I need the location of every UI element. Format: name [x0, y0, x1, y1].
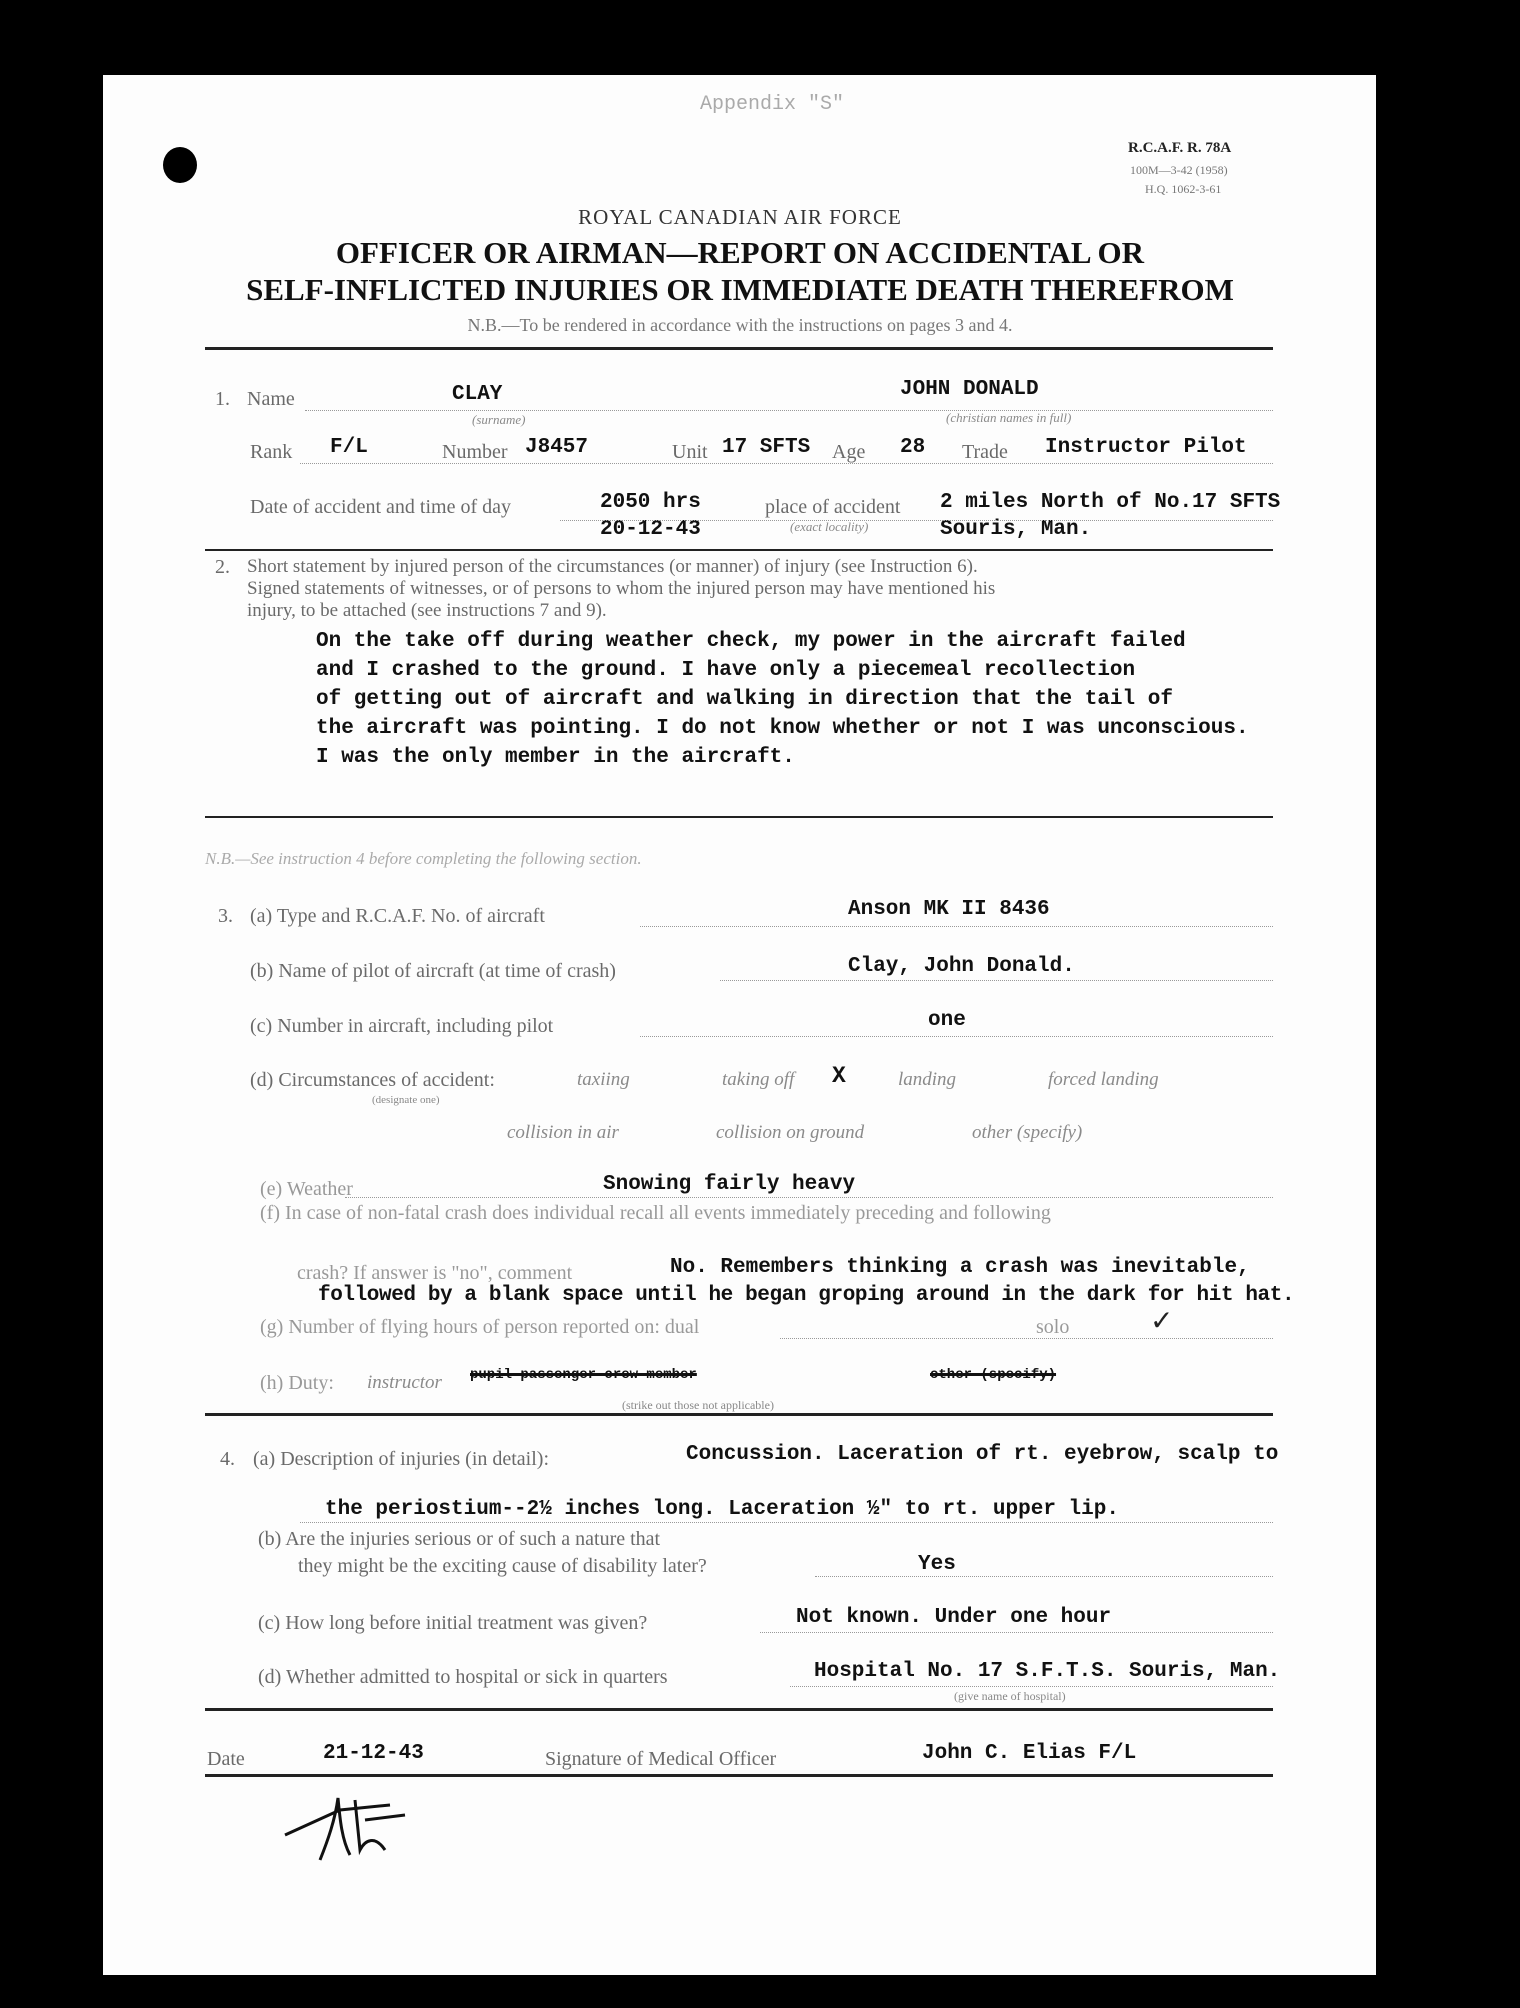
- weather-label: (e) Weather: [260, 1178, 353, 1200]
- circumstances-label: (d) Circumstances of accident:: [250, 1069, 495, 1091]
- form-code: R.C.A.F. R. 78A: [1128, 140, 1232, 156]
- header-rule: [205, 347, 1273, 350]
- aircraft-dotted: [640, 926, 1273, 927]
- serious-dotted: [815, 1576, 1273, 1577]
- section3-number: 3.: [218, 905, 233, 927]
- serious-value: Yes: [918, 1553, 956, 1576]
- section2-instr1: Short statement by injured person of the circumstances (or manner) of injury (see Instruction 6).: [247, 556, 978, 577]
- footer-rule: [205, 1774, 1273, 1777]
- duty-instructor: instructor: [367, 1372, 442, 1393]
- footer-date-value: 21-12-43: [323, 1742, 424, 1765]
- recall-label1: (f) In case of non-fatal crash does individual recall all events immediately preceding and following: [260, 1202, 1051, 1224]
- weather-value: Snowing fairly heavy: [603, 1173, 856, 1196]
- injuries-dotted: [300, 1522, 1273, 1523]
- place-value2: Souris, Man.: [940, 518, 1092, 541]
- number-in-aircraft-value: one: [928, 1009, 966, 1032]
- age-label: Age: [832, 441, 866, 463]
- option-landing: landing: [898, 1069, 957, 1090]
- recall-value1: No. Remembers thinking a crash was inevitable,: [670, 1256, 1250, 1279]
- duty-caption: (strike out those not applicable): [622, 1398, 774, 1412]
- duty-struck2: other (specify): [930, 1367, 1057, 1383]
- form-sub1: 100M—3-42 (1958): [1130, 163, 1228, 177]
- statement-line2: and I crashed to the ground. I have only a piecemeal recollection: [316, 659, 1136, 682]
- form-sub2: H.Q. 1062-3-61: [1145, 182, 1222, 196]
- option-mark: X: [832, 1063, 846, 1089]
- injuries-value2: the periostium--2½ inches long. Laceration ½" to rt. upper lip.: [325, 1498, 1119, 1521]
- surname-caption: (surname): [472, 412, 526, 427]
- hours-dotted: [780, 1338, 1273, 1339]
- statement-line3: of getting out of aircraft and walking in direction that the tail of: [316, 688, 1173, 711]
- hospital-dotted: [790, 1686, 1273, 1687]
- time-value: 2050 hrs: [600, 491, 701, 514]
- form-title-line2: SELF-INFLICTED INJURIES OR IMMEDIATE DEATH THEREFROM: [246, 272, 1234, 307]
- appendix-label: Appendix "S": [700, 93, 845, 116]
- signature-value: John C. Elias F/L: [922, 1742, 1137, 1765]
- date-time-label: Date of accident and time of day: [250, 496, 511, 518]
- serious-label1: (b) Are the injuries serious or of such a nature that: [258, 1528, 661, 1550]
- signature-label: Signature of Medical Officer: [545, 1748, 777, 1770]
- name-dotted: [305, 410, 1273, 411]
- trade-value: Instructor Pilot: [1045, 436, 1247, 459]
- option-collision-ground: collision on ground: [716, 1122, 865, 1143]
- unit-label: Unit: [672, 441, 708, 463]
- treatment-dotted: [760, 1632, 1273, 1633]
- flying-hours-label: (g) Number of flying hours of person reported on: dual: [260, 1316, 700, 1338]
- pilot-dotted: [720, 980, 1273, 981]
- nb-section3: N.B.—See instruction 4 before completing the following section.: [205, 849, 642, 868]
- option-forced-landing: forced landing: [1048, 1069, 1159, 1090]
- flying-hours-mark: ✓: [1150, 1304, 1174, 1337]
- rank-label: Rank: [250, 441, 293, 463]
- section2-instr3: injury, to be attached (see instructions 7 and 9).: [247, 600, 607, 621]
- circumstances-caption: (designate one): [372, 1094, 440, 1106]
- number-value: J8457: [525, 436, 589, 459]
- hospital-caption: (give name of hospital): [954, 1689, 1066, 1703]
- section4-rule: [205, 1708, 1273, 1711]
- recall-value2: followed by a blank space until he began groping around in the dark for hit hat.: [318, 1284, 1295, 1307]
- place-value1: 2 miles North of No.17 SFTS: [940, 491, 1281, 514]
- form-note: N.B.—To be rendered in accordance with the instructions on pages 3 and 4.: [467, 315, 1013, 335]
- option-collision-air: collision in air: [507, 1122, 619, 1143]
- duty-label: (h) Duty:: [260, 1372, 334, 1394]
- pilot-name-value: Clay, John Donald.: [848, 955, 1075, 978]
- rank-dotted: [300, 463, 1273, 464]
- section4-number: 4.: [220, 1448, 235, 1470]
- injuries-label: (a) Description of injuries (in detail):: [253, 1448, 550, 1470]
- treatment-label: (c) How long before initial treatment was given?: [258, 1612, 648, 1634]
- section1-number: 1.: [215, 388, 230, 410]
- option-other: other (specify): [972, 1122, 1083, 1143]
- section1-rule: [205, 549, 1273, 551]
- option-taxiing: taxiing: [577, 1069, 630, 1090]
- section2-number: 2.: [215, 556, 230, 578]
- given-names-value: JOHN DONALD: [900, 378, 1039, 401]
- number-in-aircraft-label: (c) Number in aircraft, including pilot: [250, 1015, 554, 1037]
- recall-label2: crash? If answer is "no", comment: [297, 1262, 573, 1284]
- age-value: 28: [900, 436, 926, 459]
- treatment-value: Not known. Under one hour: [796, 1606, 1112, 1629]
- form-title-line1: OFFICER OR AIRMAN—REPORT ON ACCIDENTAL OR: [335, 235, 1145, 270]
- injuries-value1: Concussion. Laceration of rt. eyebrow, scalp to: [686, 1443, 1279, 1466]
- hospital-label: (d) Whether admitted to hospital or sick in quarters: [258, 1666, 668, 1688]
- serious-label2: they might be the exciting cause of disability later?: [298, 1555, 707, 1577]
- aircraft-type-label: (a) Type and R.C.A.F. No. of aircraft: [250, 905, 545, 927]
- date-dotted: [560, 520, 1273, 521]
- flying-hours-solo: solo: [1036, 1316, 1070, 1338]
- punch-hole: [163, 147, 197, 183]
- name-label: Name: [247, 388, 295, 410]
- hospital-value: Hospital No. 17 S.F.T.S. Souris, Man.: [814, 1660, 1281, 1683]
- section3-rule: [205, 1413, 1273, 1416]
- footer-date-label: Date: [207, 1748, 245, 1770]
- statement-line5: I was the only member in the aircraft.: [316, 746, 795, 769]
- option-taking-off: taking off: [722, 1069, 795, 1090]
- handwritten-initials-mark: [280, 1780, 430, 1870]
- section2-rule: [205, 816, 1273, 818]
- statement-line4: the aircraft was pointing. I do not know whether or not I was unconscious.: [316, 717, 1249, 740]
- duty-struck1: pupil passenger crew member: [470, 1367, 697, 1383]
- place-caption: (exact locality): [790, 519, 869, 534]
- date-value: 20-12-43: [600, 518, 701, 541]
- given-names-caption: (christian names in full): [946, 410, 1072, 425]
- rank-value: F/L: [330, 436, 368, 459]
- number-label: Number: [442, 441, 508, 463]
- place-label: place of accident: [765, 496, 901, 518]
- weather-dotted: [345, 1197, 1273, 1198]
- section2-instr2: Signed statements of witnesses, or of persons to whom the injured person may have mentioned his: [247, 578, 996, 599]
- statement-line1: On the take off during weather check, my power in the aircraft failed: [316, 630, 1186, 653]
- pilot-name-label: (b) Name of pilot of aircraft (at time of crash): [250, 960, 616, 982]
- aircraft-type-value: Anson MK II 8436: [848, 898, 1050, 921]
- trade-label: Trade: [962, 441, 1008, 463]
- org-name: ROYAL CANADIAN AIR FORCE: [578, 205, 902, 229]
- number-dotted: [640, 1036, 1273, 1037]
- surname-value: CLAY: [452, 383, 503, 406]
- unit-value: 17 SFTS: [722, 436, 811, 459]
